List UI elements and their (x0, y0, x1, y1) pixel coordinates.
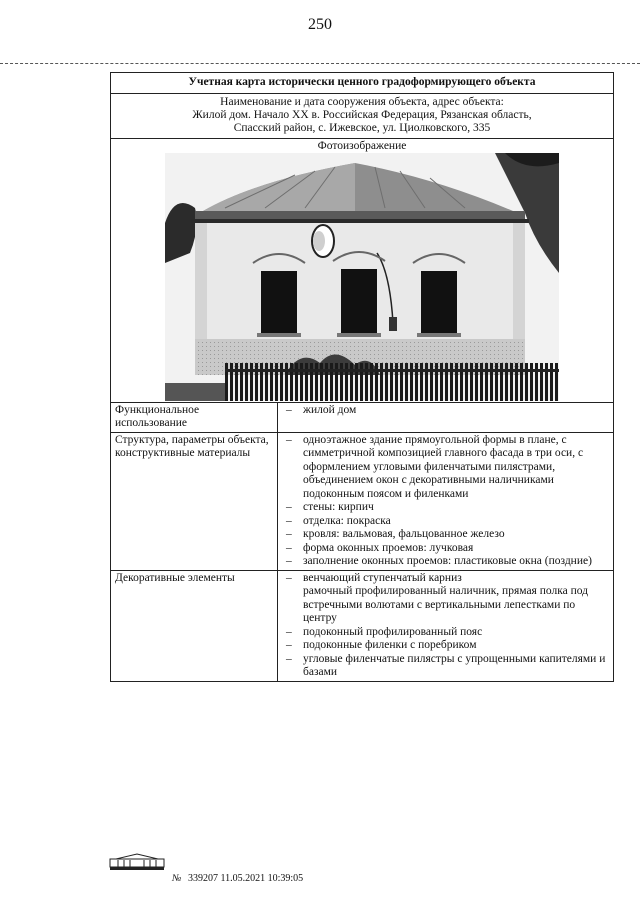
bullet-dash: – (286, 625, 292, 638)
photo-block (111, 138, 614, 402)
list-item-text: форма оконных проемов: лучковая (303, 541, 474, 554)
list-item (286, 555, 607, 569)
list-item-text: одноэтажное здание прямоугольной формы в плане, с симметричной композицией главного фасада в три оси, с оформлением угловыми филенчатыми пилястрами, объединением окон с декоративными наличниками подоконным поясом и филенками (303, 433, 584, 500)
list-item-text: жилой дом (303, 403, 357, 416)
row-structure (111, 432, 614, 570)
registration-card (110, 72, 614, 682)
list-item (286, 404, 607, 418)
building-photo (165, 153, 559, 401)
bullet-dash: – (286, 528, 292, 540)
list-item-text: угловые филенчатые пилястры с упрощенными капителями и базами (303, 652, 606, 678)
list-item (286, 501, 607, 515)
header-divider (0, 63, 640, 64)
list-item-text: подоконные филенки с поребриком (303, 639, 477, 651)
bullet-dash: – (286, 433, 292, 446)
bullet-dash: – (286, 501, 292, 513)
bullet-dash: – (286, 571, 292, 584)
government-building-logo-icon (108, 853, 166, 871)
list-item-text: стены: кирпич (303, 501, 374, 513)
bullet-dash: – (286, 652, 292, 665)
page-number: 250 (308, 16, 332, 33)
list-item-text: подоконный профилированный пояс (303, 625, 483, 638)
list-item-text: рамочный профилированный наличник, прямая полка под встречными волютами с вертикальными лепестками по центру (303, 585, 589, 624)
list-item (286, 515, 607, 529)
row-label: Структура, параметры объекта, конструктивные материалы (111, 432, 278, 570)
row-label: Декоративные элементы (111, 570, 278, 681)
list-item (286, 626, 607, 640)
list-item (286, 542, 607, 556)
house-photo-image (165, 153, 559, 401)
bullet-dash: – (286, 639, 292, 651)
list-item-text: заполнение оконных проемов: пластиковые окна (поздние) (303, 555, 592, 567)
object-name-line: Спасский район, с. Ижевское, ул. Циолковского, 335 (233, 121, 491, 134)
list-item (286, 434, 607, 502)
document-timestamp: 11.05.2021 10:39:05 (220, 873, 304, 884)
row-values (278, 402, 614, 432)
card-title: Учетная карта исторически ценного градоформирующего объекта (111, 73, 614, 94)
row-decor (111, 570, 614, 681)
list-item (286, 528, 607, 542)
bullet-dash: – (286, 403, 292, 416)
bullet-dash: – (286, 514, 292, 527)
bullet-dash: – (286, 541, 292, 554)
list-item (286, 572, 607, 586)
row-label: Функциональное использование (111, 402, 278, 432)
row-values (278, 432, 614, 570)
object-name-line: Жилой дом. Начало XX в. Российская Федерация, Рязанская область, (192, 108, 532, 121)
list-item (286, 585, 607, 626)
object-name-line: Наименование и дата сооружения объекта, адрес объекта: (220, 95, 504, 108)
list-item-text: кровля: вальмовая, фальцованное железо (303, 528, 505, 540)
list-item (286, 639, 607, 653)
list-item-text: отделка: покраска (303, 514, 391, 527)
list-item (286, 653, 607, 680)
document-stamp (172, 873, 303, 884)
number-sign: № (172, 873, 182, 884)
row-values (278, 570, 614, 681)
bullet-dash: – (286, 555, 292, 567)
row-function (111, 402, 614, 432)
list-item-text: венчающий ступенчатый карниз (303, 571, 462, 584)
document-number: 339207 (187, 873, 218, 884)
photo-caption: Фотоизображение (317, 139, 407, 152)
object-name-block (111, 93, 614, 138)
